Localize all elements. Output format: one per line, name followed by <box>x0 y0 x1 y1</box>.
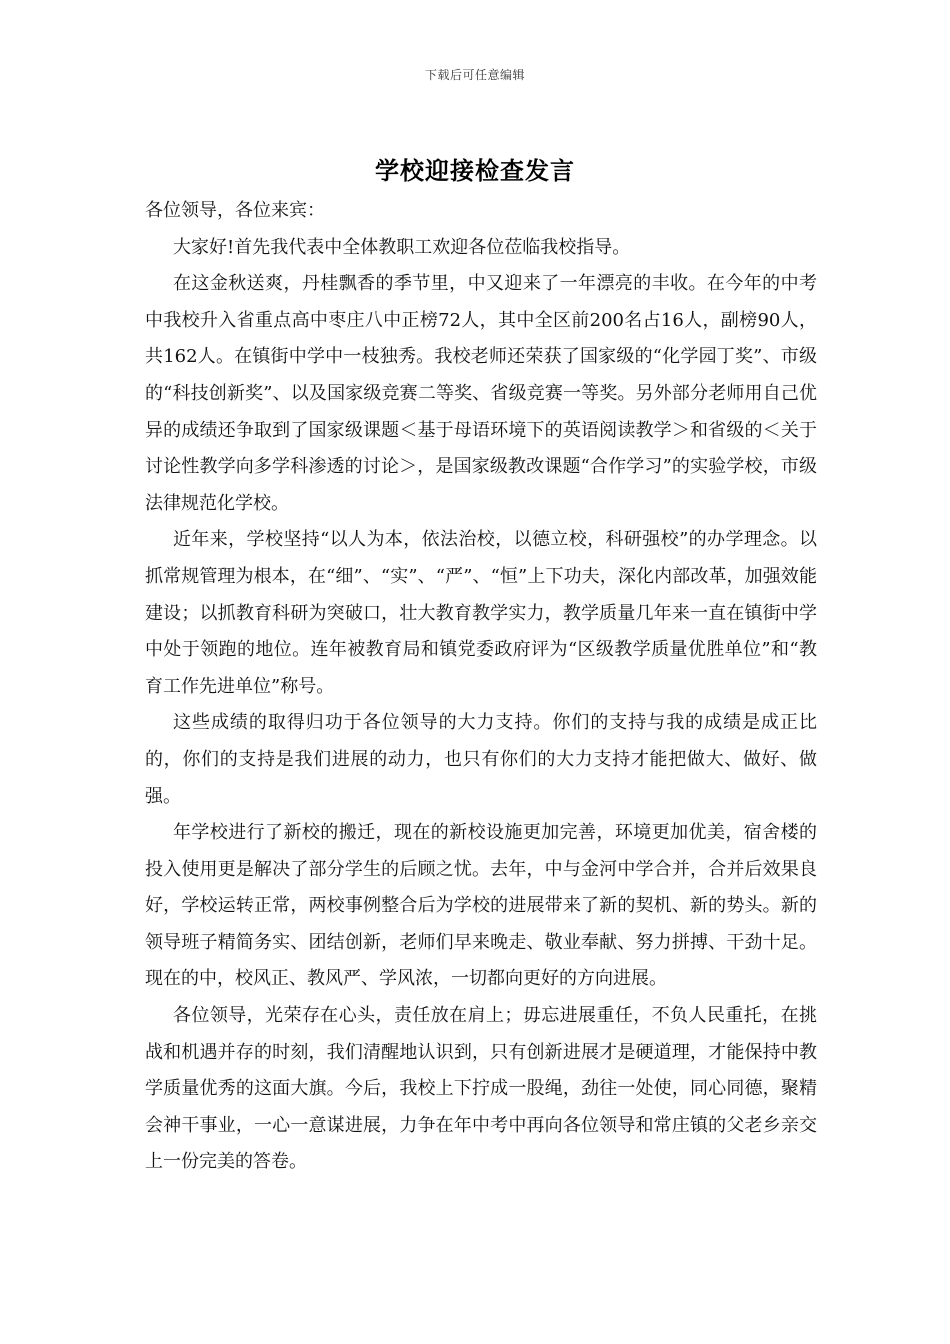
paragraph-closing: 各位领导，光荣存在心头，责任放在肩上；毋忘进展重任，不负人民重托，在挑战和机遇并存的时刻，我们清醒地认识到，只有创新进展才是硬道理，才能保持中教学质量优秀的这面大旗。今后，我校上下拧成一股绳，劲往一处使，同心同德，聚精会神干事业，一心一意谋进展，力争在年中考中再向各位领导和常庄镇的父老乡亲交上一份完美的答卷。 <box>145 1005 817 1173</box>
header-note: 下载后可任意编辑 <box>424 68 525 82</box>
paragraph-achievements: 在这金秋送爽，丹桂飘香的季节里，中又迎来了一年漂亮的丰收。在今年的中考中我校升入省重点高中枣庄八中正榜72人，其中全区前200名占16人，副榜90人，共162人。在镇街中学中一枝独秀。我校老师还荣获了国家级的“化学园丁奖”、市级的“科技创新奖”、以及国家级竞赛二等奖、省级竞赛一等奖。另外部分老师用自己优异的成绩还争取到了国家级课题＜基于母语环境下的英语阅读教学＞和省级的＜关于讨论性教学向多学科渗透的讨论＞，是国家级教改课题“合作学习”的实验学校，市级法律规范化学校。 <box>145 273 817 514</box>
page-title: 学校迎接检查发言 <box>375 156 575 185</box>
paragraph-philosophy: 近年来，学校坚持“以人为本，依法治校，以德立校，科研强校”的办学理念。以抓常规管理为根本，在“细”、“实”、“严”、“恒”上下功夫，深化内部改革，加强效能建设；以抓教育科研为突破口，壮大教育教学实力，教学质量几年来一直在镇街中学中处于领跑的地位。连年被教育局和镇党委政府评为“区级教学质量优胜单位”和“教育工作先进单位”称号。 <box>145 529 817 697</box>
document-body <box>145 193 817 1181</box>
salutation: 各位领导，各位来宾： <box>145 200 325 221</box>
paragraph-new-campus: 年学校进行了新校的搬迁，现在的新校设施更加完善，环境更加优美，宿舍楼的投入使用更是解决了部分学生的后顾之忧。去年，中与金河中学合并，合并后效果良好，学校运转正常，两校事例整合后为学校的进展带来了新的契机、新的势头。新的领导班子精简务实、团结创新，老师们早来晚走、敬业奉献、努力拼搏、干劲十足。现在的中，校风正、教风严、学风浓，一切都向更好的方向进展。 <box>145 822 817 990</box>
paragraph-thanks: 这些成绩的取得归功于各位领导的大力支持。你们的支持与我的成绩是成正比的，你们的支持是我们进展的动力，也只有你们的大力支持才能把做大、做好、做强。 <box>145 712 817 807</box>
paragraph-greeting: 大家好!首先我代表中全体教职工欢迎各位莅临我校指导。 <box>173 236 631 258</box>
